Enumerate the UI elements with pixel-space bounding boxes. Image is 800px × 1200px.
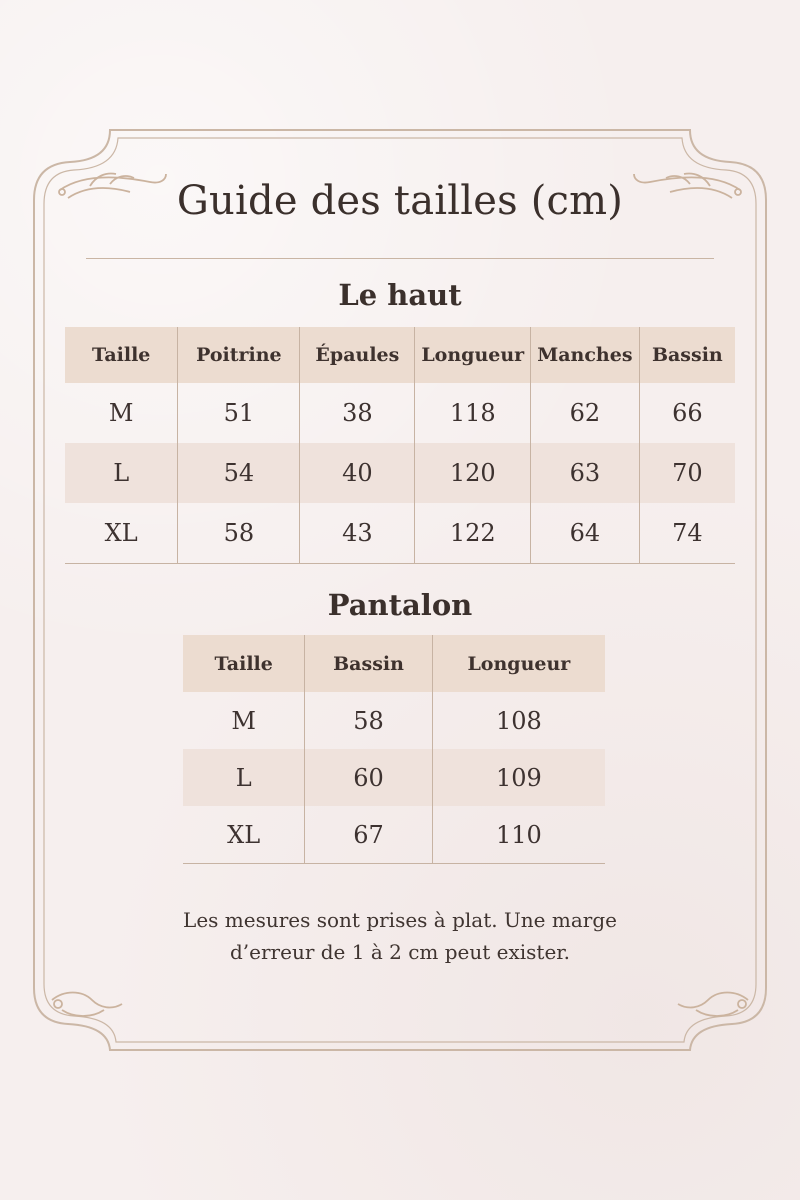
table-cell: M xyxy=(108,399,134,427)
table-cell: 74 xyxy=(639,503,735,564)
column-header: Bassin xyxy=(639,327,735,383)
table-row xyxy=(65,443,735,503)
table-cell: 40 xyxy=(300,443,415,503)
table-cell: XL xyxy=(65,503,178,564)
table-cell: 110 xyxy=(432,806,605,864)
top-size-table xyxy=(65,327,735,564)
pants-section-title: Pantalon xyxy=(327,588,473,622)
table-cell: M xyxy=(231,706,256,735)
column-header: Bassin xyxy=(305,635,432,692)
column-header: Taille xyxy=(65,327,178,383)
flourish-bottom-left-icon xyxy=(52,993,122,1017)
flourish-bottom-right-icon xyxy=(678,993,748,1017)
column-header: Poitrine xyxy=(178,327,300,383)
note-line-2: d’erreur de 1 à 2 cm peut exister. xyxy=(230,940,570,964)
table-row xyxy=(65,383,735,443)
table-header-row xyxy=(183,635,605,692)
table-cell: 54 xyxy=(178,443,300,503)
table-cell: L xyxy=(65,443,178,503)
note-line-1: Les mesures sont prises à plat. Une marge xyxy=(183,908,617,932)
table-row xyxy=(183,692,605,749)
title-divider xyxy=(86,258,714,259)
table-row xyxy=(183,806,605,864)
table-cell: 58 xyxy=(305,692,432,749)
table-cell: 118 xyxy=(415,383,531,443)
table-cell: 62 xyxy=(531,383,640,443)
table-cell: 64 xyxy=(531,503,640,564)
table-cell: 70 xyxy=(639,443,735,503)
table-cell: L xyxy=(183,749,305,806)
column-header: Longueur xyxy=(432,635,605,692)
table-cell: 58 xyxy=(178,503,300,564)
top-section-title: Le haut xyxy=(338,278,462,312)
pants-size-table xyxy=(183,635,605,864)
table-cell: 43 xyxy=(300,503,415,564)
column-header: Taille xyxy=(183,635,305,692)
page-title: Guide des tailles (cm) xyxy=(176,178,624,224)
column-header: Longueur xyxy=(415,327,531,383)
measurement-note xyxy=(150,904,650,968)
table-cell: 122 xyxy=(415,503,531,564)
table-cell: 38 xyxy=(300,383,415,443)
table-cell: 60 xyxy=(305,749,432,806)
table-cell: 63 xyxy=(531,443,640,503)
table-cell: 109 xyxy=(432,749,605,806)
table-cell: 67 xyxy=(305,806,432,864)
table-cell: 66 xyxy=(639,383,735,443)
table-row xyxy=(65,503,735,564)
table-cell: 120 xyxy=(415,443,531,503)
table-header-row xyxy=(65,327,735,383)
table-cell: 51 xyxy=(178,383,300,443)
table-row xyxy=(183,749,605,806)
column-header: Épaules xyxy=(300,327,415,383)
table-cell: XL xyxy=(183,806,305,864)
table-cell: 108 xyxy=(432,692,605,749)
column-header: Manches xyxy=(531,327,640,383)
